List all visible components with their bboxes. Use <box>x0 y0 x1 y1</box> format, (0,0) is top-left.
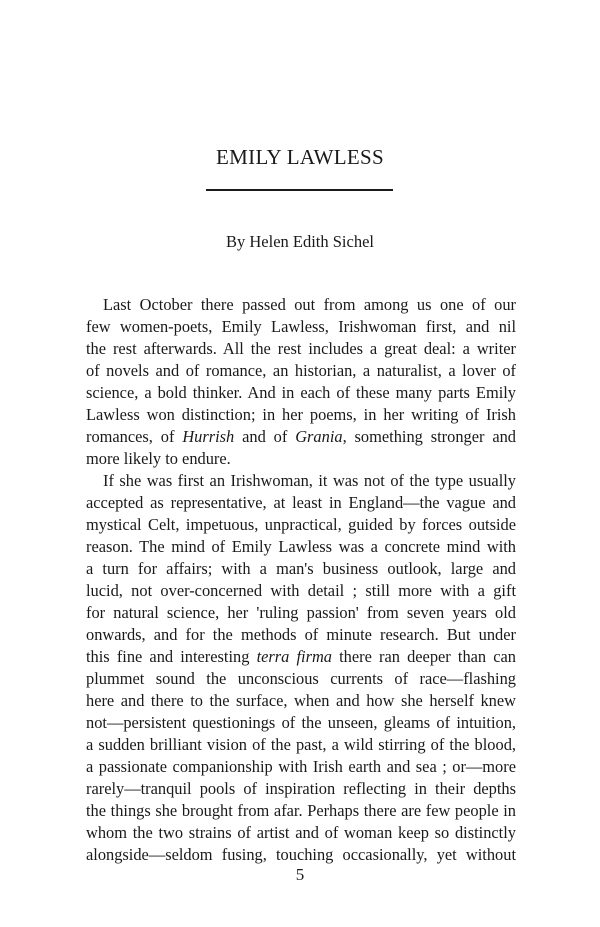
page-number: 5 <box>295 865 305 884</box>
paragraph-1-line: few women-poets, Emily Lawless, Irishwoman first, and nil <box>86 317 516 336</box>
paragraph-2-line: onwards, and for the methods of minute research. But under <box>86 625 516 644</box>
paragraph-2-line: If she was first an Irishwoman, it was not of the type usually <box>103 471 516 490</box>
author-byline: By Helen Edith Sichel <box>225 232 375 251</box>
paragraph-2-line: here and there to the surface, when and how she herself knew <box>86 691 516 710</box>
paragraph-2-line: accepted as representative, at least in England—the vague and <box>86 493 516 512</box>
paragraph-2-line: the things she brought from afar. Perhaps there are few people in <box>86 801 516 820</box>
paragraph-2-line: rarely—tranquil pools of inspiration reflecting in their depths <box>86 779 516 798</box>
paragraph-1-line: the rest afterwards. All the rest includes a great deal: a writer <box>86 339 516 358</box>
paragraph-2-line: whom the two strains of artist and of woman keep so distinctly <box>86 823 516 842</box>
title-rule <box>206 189 393 191</box>
paragraph-2-line: plummet sound the unconscious currents of race—flashing <box>86 669 516 688</box>
text-run: there ran deeper than can <box>332 647 516 666</box>
paragraph-1-line: Last October there passed out from among us one of our <box>103 295 516 314</box>
paragraph-2-line <box>86 646 516 668</box>
text-run: and of <box>234 427 296 446</box>
body-text <box>86 294 516 866</box>
paragraph-1-line: of novels and of romance, an historian, a naturalist, a lover of <box>86 361 516 380</box>
paragraph-2-line: reason. The mind of Emily Lawless was a concrete mind with <box>86 537 516 556</box>
italic-terra-firma: terra firma <box>256 647 332 666</box>
text-run: romances, of <box>86 427 183 446</box>
paragraph-2-line: a turn for affairs; with a man's business outlook, large and <box>86 559 516 578</box>
paragraph-2-line: mystical Celt, impetuous, unpractical, guided by forces outside <box>86 515 516 534</box>
paragraph-1-line: more likely to endure. <box>86 449 231 468</box>
paragraph-2-line: a passionate companionship with Irish earth and sea ; or—more <box>86 757 516 776</box>
text-run: , something stronger and <box>342 427 516 446</box>
italic-title-hurrish: Hurrish <box>182 427 235 446</box>
paragraph-2-line: lucid, not over-concerned with detail ; still more with a gift <box>86 581 516 600</box>
paragraph-2-line: for natural science, her 'ruling passion' from seven years old <box>86 603 516 622</box>
paragraph-1-line <box>86 426 516 448</box>
paragraph-1-line: science, a bold thinker. And in each of these many parts Emily <box>86 383 516 402</box>
paragraph-1-line: Lawless won distinction; in her poems, in her writing of Irish <box>86 405 516 424</box>
paragraph-2-line: a sudden brilliant vision of the past, a wild stirring of the blood, <box>86 735 516 754</box>
paragraph-2-line: not—persistent questionings of the unseen, gleams of intuition, <box>86 713 516 732</box>
italic-title-grania: Grania <box>295 427 343 446</box>
chapter-title: EMILY LAWLESS <box>216 145 384 169</box>
paragraph-2-line: alongside—seldom fusing, touching occasionally, yet without <box>86 845 516 864</box>
text-run: this fine and interesting <box>86 647 257 666</box>
